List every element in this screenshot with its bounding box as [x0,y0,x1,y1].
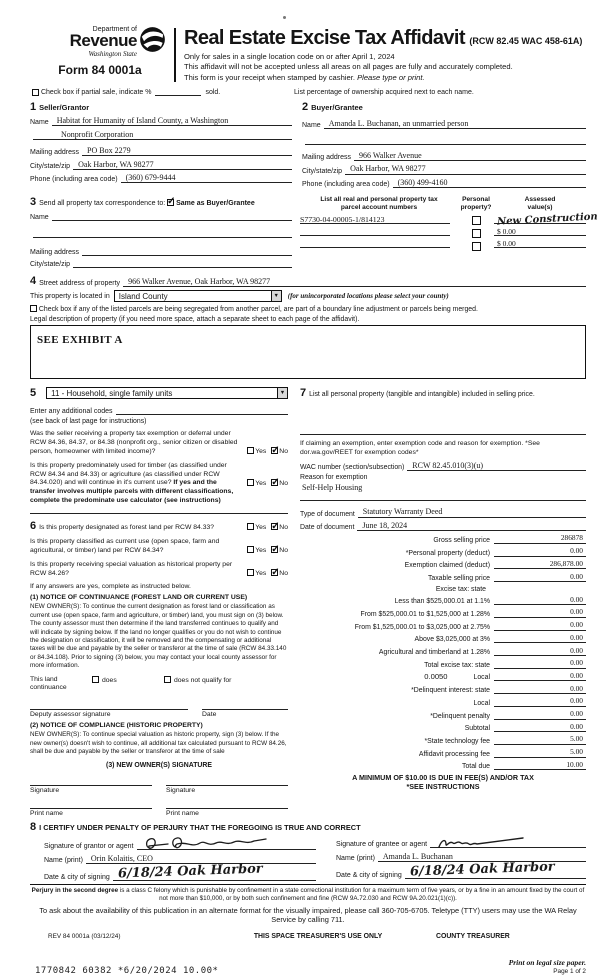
additional-codes-field[interactable] [116,406,289,415]
section6 [30,513,288,818]
section6-number: 6 [30,519,37,532]
s6-question1-text: Is this property designated as forest land per RCW 84.33? [39,523,215,531]
same-as-buyer-checkbox[interactable] [167,199,174,206]
s6-q3-yes-checkbox[interactable] [247,569,254,576]
local-tax-value[interactable]: 0.00 [494,672,586,682]
additional-codes-label: Enter any additional codes [30,408,113,416]
exemption-separator [300,500,586,501]
reason-exemption-value[interactable]: Self-Help Housing [302,483,363,493]
land-use-dropdown-icon[interactable]: ▼ [277,388,287,398]
doc-type-field[interactable]: Statutory Warranty Deed [358,507,586,517]
grantee-signature-block [316,833,586,880]
personal-property-heading: List all personal property (tangible and intangible) included in selling price. [309,391,535,399]
tax-rate-row-2: From $525,000.01 to $1,525,000 at 1.28% 0.00 [300,608,586,618]
certify-statement: I CERTIFY UNDER PENALTY OF PERJURY THAT THE FOREGOING IS TRUE AND CORRECT [39,823,361,833]
section7-number: 7 [300,387,307,400]
total-due-value[interactable]: 10.00 [494,761,586,771]
doc-type-label: Type of document [300,510,355,518]
rev-number: REV 84 0001a (03/12/24) [48,933,121,941]
grantor-signature-field[interactable] [137,835,316,850]
grantee-date-label: Date & city of signing [336,871,402,879]
s6-q2-yes-checkbox[interactable] [247,546,254,553]
total-excise-state-value[interactable]: 0.00 [494,659,586,669]
excise-tax-state-header: Excise tax: state [435,585,486,593]
land-qualify-row [30,676,288,684]
corr-mailing-field[interactable] [82,247,292,256]
seller-mailing-label: Mailing address [30,149,80,157]
buyer-name-field[interactable]: Amanda L. Buchanan, an unmarried person [324,119,586,129]
s5-question1-row: Was the seller receiving a property tax exemption or deferral under RCW 84.36, 84.37, or 84.38 (nonprofit org., senior citizen or disabled person, homeowner with limited income)? Yes ✓ No [30,430,288,456]
owner-signature-line-1[interactable]: Signature [30,785,152,794]
owner-signature-line-2[interactable]: Signature [166,785,288,794]
tax-row-delinq-local: Local 0.00 [300,697,586,707]
deputy-assessor-signature-line[interactable]: Deputy assessor signature [30,709,188,718]
corr-name-label: Name [30,213,49,221]
section4 [30,275,586,379]
new-owner-signatures [30,785,288,817]
affidavit-processing-fee-value[interactable]: 5.00 [494,748,586,758]
new-construction-handwriting: New Construction [496,211,598,228]
grantor-name-field[interactable]: Orin Kolaitis, CEO [86,854,316,864]
tax-row-delinq-interest: *Delinquent interest: state 0.00 [300,685,586,695]
section7-column [300,387,586,817]
section3 [30,196,598,269]
parties-section [30,98,586,189]
cashier-stamp: 1770842 60382 *6/20/2024 10.00* [35,966,219,977]
grantee-name-label: Name (print) [336,855,375,863]
rate3-value[interactable]: 0.00 [494,621,586,631]
footer-rule [30,884,586,885]
grantor-signature-block [30,833,316,880]
corr-name-field[interactable] [52,212,292,221]
section5-6-column [30,387,288,817]
treasurer-space-label: THIS SPACE TREASURER'S USE ONLY [253,933,383,941]
county-treasurer-label: COUNTY TREASURER [436,933,510,941]
assessed-value-header: Assessed value(s) [524,196,556,212]
delinquent-penalty-value[interactable]: 0.00 [494,710,586,720]
grantee-date-handwriting: 6/18/24 Oak Harbor [409,859,555,880]
county-note: (for unincorporated locations please select your county) [287,292,449,301]
title-rcw-ref: (RCW 82.45 WAC 458-61A) [469,36,583,46]
buyer-mailing-field[interactable]: 966 Walker Avenue [354,151,586,161]
personal-property-checkbox-3[interactable] [472,242,481,251]
form-header [34,26,586,82]
personal-property-checkbox-2[interactable] [472,229,481,238]
corr-city-field[interactable] [73,259,292,268]
footer-row [30,933,586,940]
section8-number: 8 [30,821,37,834]
tax-row-processing-fee: Affidavit processing fee 5.00 [300,748,586,758]
county-select[interactable] [114,290,282,302]
subtitle-line2: This affidavit will not be accepted unless all areas on all pages are fully and accurately completed. [184,62,513,71]
notice2-title: (2) NOTICE OF COMPLIANCE (HISTORIC PROPERTY) [30,722,203,730]
s6-question2-text: Is this property classified as current use (open space, farm and agricultural, or timber) land per RCW 84.34? [30,538,220,554]
section5-number: 5 [30,387,37,400]
s6-question3-text: Is this property receiving special valuation as historical property per RCW 84.26? [30,560,233,577]
grantor-name-label: Name (print) [44,857,83,865]
seller-name-field[interactable]: Habitat for Humanity of Island County, a Washington [52,116,292,126]
notice3-title: (3) NEW OWNER(S) SIGNATURE [106,762,212,770]
ownership-note: List percentage of ownership acquired next to each name. [294,88,474,96]
s5-question1-text: Was the seller receiving a property tax exemption or deferral under RCW 84.36, 84.37, or 84.38 (nonprofit org., senior citizen or disabled person, homeowner with limited income)? [30,430,238,455]
exemption-claimed-value[interactable]: 286,878.00 [494,560,586,570]
owner-printname-line-1[interactable]: Print name [30,808,152,817]
form-number: Form 84 0001a [58,63,142,77]
grantee-signature-handwriting [435,835,535,851]
s6-q2-no-checkbox[interactable] [271,546,278,553]
seller-name-field-line2[interactable]: Nonprofit Corporation [33,130,292,140]
s6-question2-row: Is this property classified as current use (open space, farm and agricultural, or timber) land per RCW 84.34? Yes ✓ No [30,538,288,556]
s6-q1-yes-checkbox[interactable] [247,523,254,530]
parcel-numbers-header: List all real and personal property tax parcel account numbers [320,196,438,212]
buyer-mailing-label: Mailing address [302,153,352,161]
exemption-note: If claiming an exemption, enter exemption code and reason for exemption. *See dor.wa.gov/REET for exemption codes* [300,440,540,456]
street-address-label: Street address of property [39,280,121,288]
buyer-name-field-line2[interactable] [305,136,586,145]
section3-number: 3 [30,196,37,209]
delinquent-interest-local-value[interactable]: 0.00 [494,697,586,707]
notice2-body: NEW OWNER(S): To continue special valuation as historic property, sign (3) below. If the new owner(s) doesn't wish to continue, all additional tax calculated pursuant to RCW 84.26, shall be due and payable by the seller or transferor at the time of sale [30,731,287,756]
seller-phone-label: Phone (including area code) [30,176,118,184]
notice1-title: (1) NOTICE OF CONTINUANCE (FOREST LAND OR CURRENT USE) [30,594,248,602]
grantee-signature-field[interactable] [430,835,586,848]
see-instructions-note: *SEE INSTRUCTIONS [406,782,480,792]
partial-sale-checkbox[interactable] [32,89,39,96]
subtitle-line1: Only for sales in a single location code on or after April 1, 2024 [184,51,395,61]
tax-row-total-state: Total excise tax: state 0.00 [300,659,586,669]
buyer-city-label: City/state/zip [302,167,343,175]
see-back-note: (see back of last page for instructions) [30,418,147,426]
section4-number: 4 [30,275,37,288]
does-label: does [102,677,117,685]
section8 [30,821,586,880]
legal-description-label: Legal description of property (if you need more space, attach a separate sheet to each page of the affidavit). [30,316,360,324]
s5-question2-row: Is this property predominately used for timber (as classified under RCW 84.34 and 84.33) or agriculture (as classified under RCW 84.34.020) and will continue in it's current use? If yes and the transfer involves multiple parcels with different classifications, complete the predominate use calculator (see instructions) Yes ✓ No [30,462,288,506]
rate1-value[interactable]: 0.00 [494,596,586,606]
tax-row-personal: *Personal property (deduct) 0.00 [300,547,586,557]
type-or-print-note: Please type or print. [357,72,425,82]
grantor-date-handwriting: 6/18/24 Oak Harbor [117,861,263,882]
taxable-selling-price-value[interactable]: 0.00 [494,573,586,583]
wac-number-label: WAC number (section/subsection) [300,464,405,472]
delinquent-interest-state-value[interactable]: 0.00 [494,685,586,695]
local-rate-value: 0.0050 [424,672,448,682]
washington-state-label: Washington State [88,50,137,58]
assessed-value-field-2[interactable]: $ 0.00 [494,224,586,236]
buyer-phone-label: Phone (including area code) [302,181,390,189]
tax-row-local: 0.0050 Local 0.00 [300,672,586,682]
tax-rate-row-1: Less than $525,000.01 at 1.1% 0.00 [300,596,586,606]
corr-name-field-line2[interactable] [33,229,292,238]
print-legal-note: Print on legal size paper. [508,958,586,968]
partial-sale-percent-field[interactable] [155,95,201,96]
does-not-checkbox[interactable] [164,676,171,683]
deputy-assessor-row [30,709,288,718]
alternate-format-note: To ask about the availability of this publication in an alternate format for the visually impaired, please call 360-705-6705. Teletype (TTY) users may use the WA Relay Service by calling 711. [39,905,577,925]
perjury-statement: Perjury in the second degree is a class C felony which is punishable by confinement in a state correctional institution for a maximum term of five years, or by a fine in an amount fixed by the court of not more than $10,000, or by both such confinement and fine (RCW 9A.72.030 and RCW 9A.20.021(1)(c)). [31,886,585,902]
notice1-body: NEW OWNER(S): To continue the current designation as forest land or classification as current use (open space, farm and agriculture, or timber) land, you must sign on (3) below. The county assessor must then determine if the land transferred continues to qualify and will indicate by signing below. If the land no longer qualifies or you do not wish to continue the designation or classification, it will be removed and the compensating or additional taxes will be due and payable by the seller or transferor at the time of sale (RCW 84.33.140 or 84.34.108). Prior to signing (3) below, you may contact your local county assessor for more information. [30,603,287,669]
sold-label: sold. [205,88,221,96]
corr-city-label: City/state/zip [30,261,71,269]
s5-q2-no-checkbox[interactable] [271,479,278,486]
dept-of-label: Department of [92,26,137,33]
rate4-value[interactable]: 0.00 [494,634,586,644]
grantee-sig-label: Signature of grantee or agent [336,841,428,849]
tax-row-tech-fee: *State technology fee 5.00 [300,735,586,745]
segregated-row [30,305,586,313]
seller-city-field[interactable]: Oak Harbor, WA 98277 [73,160,292,170]
parcel-field-3[interactable] [300,236,450,248]
minimum-due-note: A MINIMUM OF $10.00 IS DUE IN FEE(S) AND/OR TAX [352,773,534,783]
continuance-label: continuance [30,684,67,692]
buyer-city-field[interactable]: Oak Harbor, WA 98277 [345,164,586,174]
legal-description-value: SEE EXHIBIT A [37,334,123,347]
grantee-date-field[interactable] [405,859,586,880]
tax-row-exemption: Exemption claimed (deduct) 286,878.00 [300,560,586,570]
doc-date-label: Date of document [300,524,355,532]
tax-rate-row-5: Agricultural and timberland at 1.28% 0.00 [300,647,586,657]
if-any-yes-note: If any answers are yes, complete as instructed below. [30,583,191,591]
street-address-field[interactable]: 966 Walker Avenue, Oak Harbor, WA 98277 [123,277,586,287]
tax-row-subtotal: Subtotal 0.00 [300,723,586,733]
s5-q2-yes-checkbox[interactable] [247,479,254,486]
does-checkbox[interactable] [92,676,99,683]
personal-property-deduct-value[interactable]: 0.00 [494,547,586,557]
s5-question2-text: Is this property predominately used for timber (as classified under RCW 84.34 and 84.33) or agriculture (as classified under RCW 84.34.020) and will continue in it's current use? If yes and the transfer involves multiple parcels with different classifications, complete the predominate use calculator (see instructions) [30,461,234,505]
s6-q1-no-checkbox[interactable] [271,523,278,530]
tax-row-gross: Gross selling price 286878 [300,534,586,544]
revenue-label: Revenue [69,31,137,50]
s6-question1-row: 6 Is this property designated as forest land per RCW 84.33? Yes ✓ No [30,519,288,533]
subtotal-value[interactable]: 0.00 [494,723,586,733]
seller-phone-field[interactable]: (360) 679-9444 [121,173,292,183]
this-land-label: This land [30,676,58,684]
subtitle-line3: This form is your receipt when stamped by cashier. Please type or print. [184,72,425,82]
tax-row-delinq-penalty: *Delinquent penalty 0.00 [300,710,586,720]
s6-q3-no-checkbox[interactable] [271,569,278,576]
scan-artifact-dot [283,16,286,19]
personal-property-field[interactable] [300,405,586,435]
gross-selling-price-value[interactable]: 286878 [494,534,586,544]
county-value: Island County [118,291,168,301]
grantor-date-label: Date & city of signing [44,873,110,881]
state-technology-fee-value[interactable]: 5.00 [494,735,586,745]
assessed-value-field-3[interactable]: $ 0.00 [494,236,586,248]
correspondence-label: Send all property tax correspondence to: [39,200,166,208]
personal-property-checkbox-1[interactable] [472,216,481,225]
land-use-code-value: 11 - Household, single family units [51,388,173,398]
bottom-row [30,958,586,977]
grantor-signature-handwriting [142,835,272,853]
buyer-phone-field[interactable]: (360) 499-4160 [393,178,586,188]
deputy-date-line[interactable]: Date [202,709,288,718]
buyer-heading: Buyer/Grantee [311,102,363,112]
seller-heading: Seller/Grantor [39,102,90,112]
dor-logo-block [34,26,166,82]
dor-swirl-logo-icon [139,26,166,58]
section1-number: 1 [30,100,37,113]
seller-section [30,98,292,189]
rate2-value[interactable]: 0.00 [494,608,586,618]
segregated-label: Check box if any of the listed parcels are being segregated from another parcel, are part of a boundary line adjustment or parcels being merged. [38,306,478,314]
s5-q1-no-checkbox[interactable] [271,447,278,454]
located-in-label: This property is located in [30,292,110,300]
page-title: Real Estate Excise Tax Affidavit [184,27,465,49]
personal-property-header: Personal property? [460,196,492,212]
corr-mailing-label: Mailing address [30,248,80,256]
partial-sale-label: Check box if partial sale, indicate % [40,88,152,96]
does-not-label: does not qualify for [174,677,232,685]
buyer-section [302,98,586,189]
tax-row-taxable: Taxable selling price 0.00 [300,573,586,583]
segregated-checkbox[interactable] [30,305,37,312]
s6-question3-row: Is this property receiving special valuation as historical property per RCW 84.26? Yes ✓ No [30,561,288,579]
tax-row-total-due: Total due 10.00 [300,761,586,771]
tax-rate-row-3: From $1,525,000.01 to $3,025,000 at 2.75% 0.00 [300,621,586,631]
section2-number: 2 [302,100,309,113]
county-dropdown-icon[interactable]: ▼ [271,291,281,301]
header-divider [174,28,176,82]
reason-exemption-label: Reason for exemption [300,474,368,482]
grantor-sig-label: Signature of grantor or agent [44,843,134,851]
parcel-field-2[interactable] [300,224,450,236]
grantee-name-field[interactable]: Amanda L. Buchanan [378,852,586,862]
legal-description-box[interactable] [30,325,586,379]
parcel-field-1[interactable]: S7730-04-00005-1/814123 [300,212,450,224]
seller-name-label: Name [30,119,49,127]
seller-mailing-field[interactable]: PO Box 2279 [82,146,292,156]
buyer-name-label: Name [302,121,321,129]
doc-date-field[interactable]: June 18, 2024 [357,521,586,531]
s5-question2-bold: If yes and the transfer involves multiple parcels with different classifications, complete the predominate use calculator (see instructions) [30,479,234,505]
tax-rate-row-4: Above $3,025,000 at 3% 0.00 [300,634,586,644]
same-as-buyer-label: Same as Buyer/Grantee [176,200,255,208]
grantor-date-field[interactable] [113,861,316,882]
s5-q1-yes-checkbox[interactable] [247,447,254,454]
seller-city-label: City/state/zip [30,162,71,170]
wac-number-field[interactable]: RCW 82.45.010(3)(u) [407,461,586,471]
partial-sale-row [32,89,586,96]
land-use-code-select[interactable] [46,387,288,399]
rate5-value[interactable]: 0.00 [494,647,586,657]
assessed-value-field-1[interactable] [494,211,598,228]
page-indicator: Page 1 of 2 [553,968,586,976]
owner-printname-line-2[interactable]: Print name [166,808,288,817]
